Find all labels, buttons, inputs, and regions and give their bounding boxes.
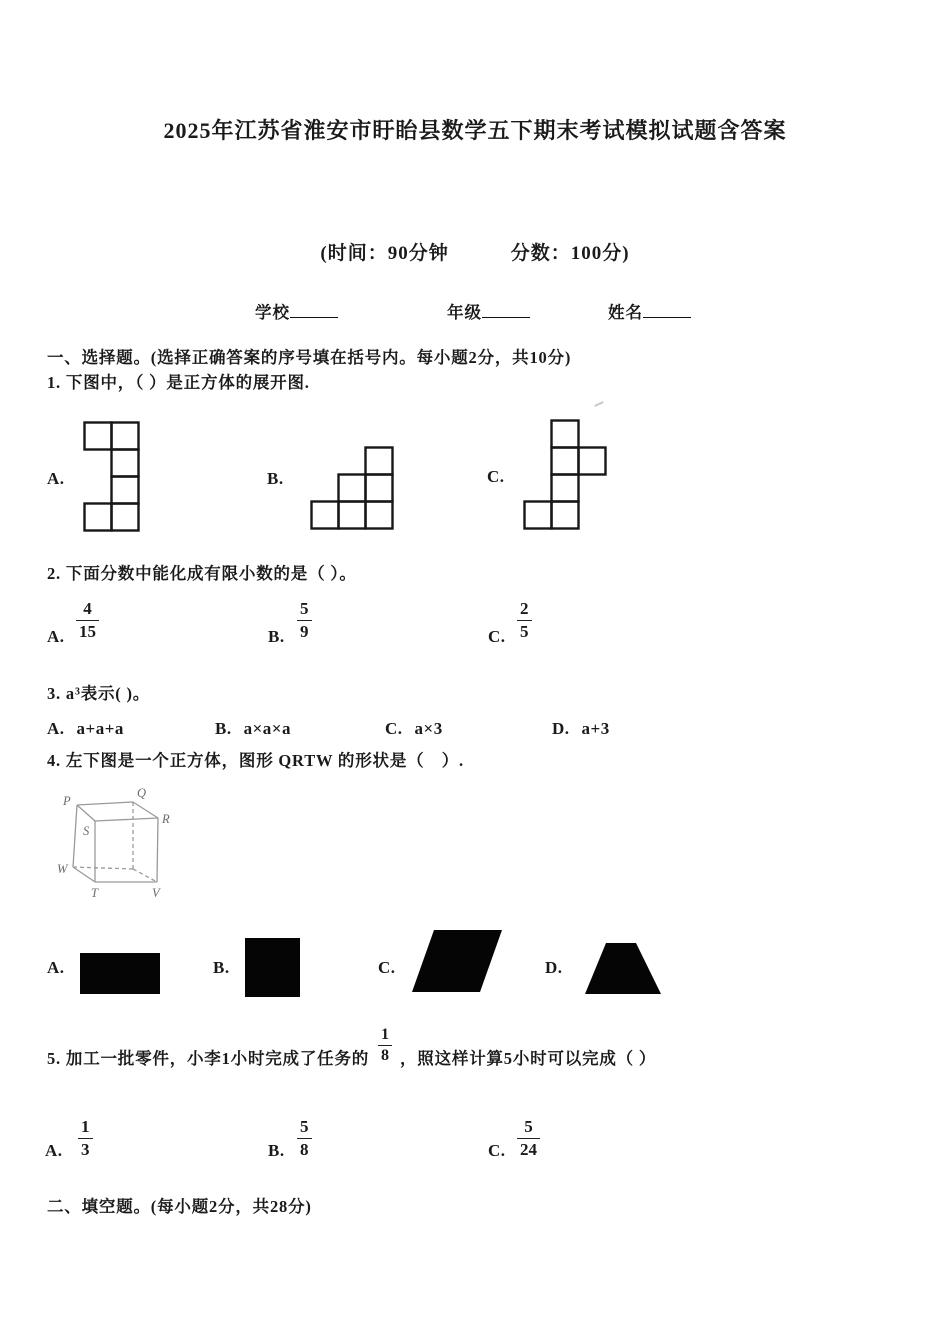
q3-option-d-label: D.	[552, 719, 570, 738]
q3-option-c-label: C.	[385, 719, 403, 738]
fraction-bar	[76, 620, 99, 621]
cube-vertex-r: R	[162, 812, 170, 826]
name-label: 姓名	[608, 303, 643, 322]
fraction-denominator: 8	[300, 1139, 309, 1159]
grade-field	[447, 299, 530, 323]
fraction-denominator: 9	[300, 621, 309, 641]
section1-heading: 一、选择题。(选择正确答案的序号填在括号内。每小题2分，共10分)	[47, 348, 572, 367]
fraction-bar	[297, 620, 312, 621]
q2-option-c-fraction	[517, 599, 532, 641]
exam-score: 分数：100分)	[510, 243, 630, 264]
q2-option-c-label: C.	[488, 627, 506, 646]
q3-option-b	[215, 719, 291, 739]
page-title: 2025年江苏省淮安市盱眙县数学五下期末考试模拟试题含答案	[163, 118, 787, 143]
fraction-denominator: 24	[520, 1139, 537, 1159]
q5-inline-fraction	[378, 1026, 392, 1066]
q3-option-d-formula: a+3	[581, 719, 610, 738]
name-field	[608, 299, 691, 323]
cube-vertex-s: S	[83, 824, 90, 838]
cube-vertex-w: W	[57, 862, 68, 876]
q4-option-d-trapezoid-shape	[583, 941, 663, 996]
fraction-denominator: 15	[79, 621, 96, 641]
fraction-denominator: 3	[81, 1139, 90, 1159]
fraction-denominator: 8	[381, 1047, 389, 1065]
fraction-bar	[517, 620, 532, 621]
fraction-numerator: 2	[520, 599, 529, 618]
q4-option-b-rectangle-shape	[245, 938, 300, 997]
q3-option-b-label: B.	[215, 719, 232, 738]
fraction-numerator: 5	[300, 1117, 309, 1136]
q1-option-c-label: C.	[487, 467, 505, 486]
q4-option-d-label: D.	[545, 958, 563, 977]
q5-option-a-fraction	[78, 1117, 93, 1159]
fraction-numerator: 5	[524, 1117, 533, 1136]
question5-text-before: 5. 加工一批零件，小李1小时完成了任务的	[47, 1049, 370, 1068]
q4-option-c-label: C.	[378, 958, 396, 977]
scan-artifact	[594, 401, 604, 407]
q4-option-a-rectangle-shape	[80, 953, 160, 994]
q3-option-c	[385, 719, 443, 739]
q2-option-b-label: B.	[268, 627, 285, 646]
q5-option-a-label: A.	[45, 1141, 63, 1160]
q3-option-a	[47, 719, 124, 739]
fraction-numerator: 1	[381, 1026, 389, 1043]
q2-option-a-label: A.	[47, 627, 65, 646]
question5-text-after: ，照这样计算5小时可以完成（ ）	[400, 1049, 657, 1068]
question1-text: 1. 下图中，（ ）是正方体的展开图.	[47, 373, 310, 392]
fraction-bar	[297, 1138, 312, 1139]
cube-vertex-t: T	[91, 886, 98, 900]
exam-time: (时间：90分钟	[320, 243, 449, 264]
exam-meta-row	[0, 238, 950, 265]
fraction-numerator: 5	[300, 599, 309, 618]
fraction-numerator: 1	[81, 1117, 90, 1136]
school-blank	[290, 301, 338, 318]
school-field	[255, 299, 338, 323]
q4-option-a-label: A.	[47, 958, 65, 977]
q5-option-b-fraction	[297, 1117, 312, 1159]
q5-option-c-fraction	[517, 1117, 540, 1159]
q3-option-c-formula: a×3	[414, 719, 443, 738]
fraction-denominator: 5	[520, 621, 529, 641]
grade-label: 年级	[447, 303, 482, 322]
cube-vertex-v: V	[152, 886, 160, 900]
grade-blank	[482, 301, 530, 318]
question2-text: 2. 下面分数中能化成有限小数的是（ ）。	[47, 564, 357, 583]
fraction-bar	[517, 1138, 540, 1139]
q5-option-c-label: C.	[488, 1141, 506, 1160]
q3-option-a-formula: a+a+a	[76, 719, 124, 738]
q2-option-a-fraction	[76, 599, 99, 641]
cube-figure	[55, 783, 190, 901]
q3-option-d	[552, 719, 610, 739]
cube-vertex-q: Q	[137, 786, 147, 800]
school-label: 学校	[255, 303, 290, 322]
section2-heading: 二、填空题。(每小题2分，共28分)	[47, 1197, 312, 1216]
q1-option-b-net-figure	[310, 446, 394, 530]
q3-option-a-label: A.	[47, 719, 65, 738]
cube-vertex-p: P	[63, 794, 71, 808]
q1-option-a-net-figure	[83, 421, 140, 532]
name-blank	[643, 301, 691, 318]
fraction-bar	[78, 1138, 93, 1139]
question3-text: 3. a³表示( )。	[47, 684, 151, 703]
q4-option-c-parallelogram-shape	[410, 928, 504, 994]
q1-option-c-net-figure	[523, 419, 607, 530]
q1-option-b-label: B.	[267, 469, 284, 488]
q3-option-b-formula: a×a×a	[243, 719, 291, 738]
question4-text: 4. 左下图是一个正方体，图形 QRTW 的形状是（ ）.	[47, 751, 464, 770]
q1-option-a-label: A.	[47, 469, 65, 488]
q4-option-b-label: B.	[213, 958, 230, 977]
fraction-numerator: 4	[83, 599, 92, 618]
q2-option-b-fraction	[297, 599, 312, 641]
q5-option-b-label: B.	[268, 1141, 285, 1160]
fraction-bar	[378, 1045, 392, 1046]
